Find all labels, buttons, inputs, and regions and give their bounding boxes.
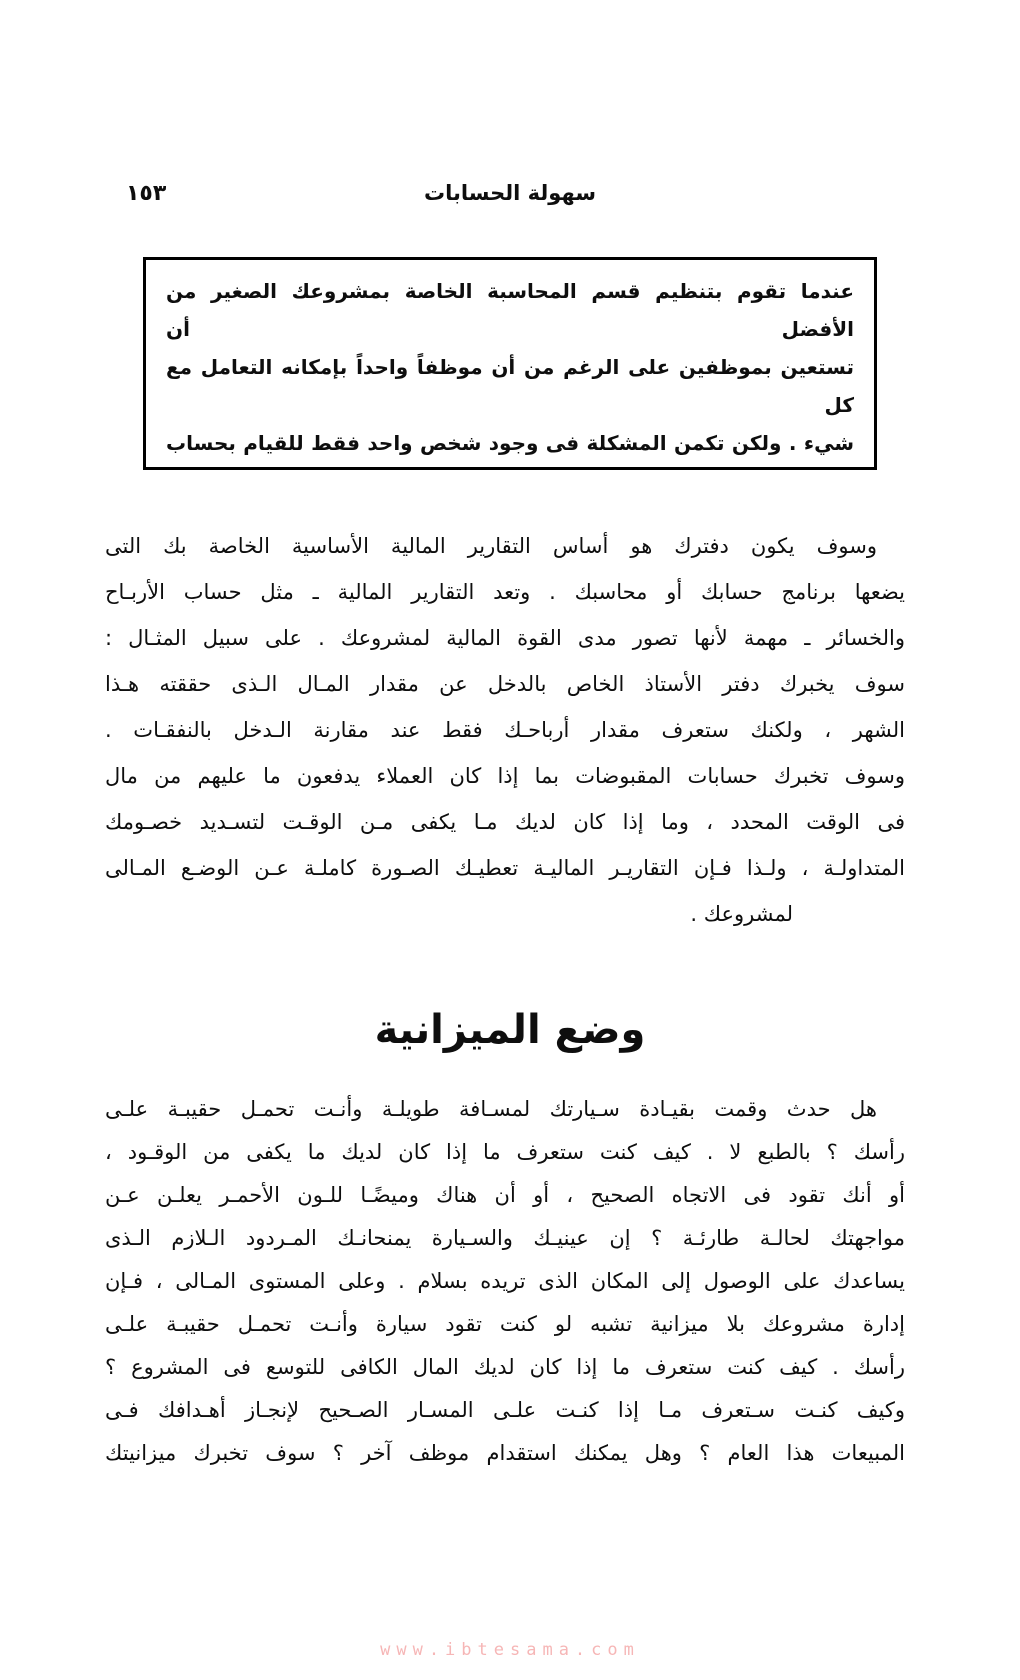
body-line: سوف يخبرك دفتر الأستاذ الخاص بالدخل عن مقدار المـال الـذى حققته هـذا: [105, 672, 905, 696]
body-line: وكيف كنـت سـتعرف مـا إذا كنـت علـى المسـار الصـحيح لإنجـاز أهـدافك فـى: [105, 1398, 905, 1422]
section-heading: وضع الميزانية: [374, 1007, 646, 1053]
watermark: www.ibtesama.com: [380, 1640, 640, 1660]
notice-box-line: عندما تقوم بتنظيم قسم المحاسبة الخاصة بمشروعك الصغير من الأفضل أن: [166, 279, 854, 341]
body-line: والخسائر ـ مهمة لأنها تصور مدى القوة المالية لمشروعك . على سبيل المثـال :: [105, 626, 905, 650]
body-line: المتداولـة ، ولـذا فـإن التقاريـر الماليـة تعطيـك الصـورة كاملـة عـن الوضـع المـالى: [105, 856, 905, 880]
body-line: لمشروعك .: [690, 902, 793, 926]
body-line: وسوف تخبرك حسابات المقبوضات بما إذا كان العملاء يدفعون ما عليهم من مال: [105, 764, 905, 788]
body-line: رأسك . كيف كنت ستعرف ما إذا كان لديك المال الكافى للتوسع فى المشروع ؟: [105, 1355, 905, 1379]
notice-box-line: شيء . ولكن تكمن المشكلة فى وجود شخص واحد فقط للقيام بحساب: [166, 431, 854, 455]
notice-box-line: تستعين بموظفين على الرغم من أن موظفاً واحداً بإمكانه التعامل مع كل: [166, 355, 854, 417]
body-line: يساعدك على الوصول إلى المكان الذى تريده بسلام . وعلى المستوى المـالى ، فـإن: [105, 1269, 905, 1293]
paragraph-budgeting: [105, 1088, 905, 1475]
running-head: [0, 181, 1020, 217]
body-line: إدارة مشروعك بلا ميزانية تشبه لو كنت تقود سيارة وأنـت تحمـل حقيبـة علـى: [105, 1312, 905, 1336]
body-line: يضعها برنامج حسابك أو محاسبك . وتعد التقارير المالية ـ مثل حساب الأربـاح: [105, 580, 905, 604]
page-number: ١٥٣: [126, 181, 167, 206]
body-line: المبيعات هذا العام ؟ وهل يمكنك استقدام موظف آخر ؟ سوف تخبرك ميزانيتك: [105, 1441, 905, 1465]
body-line: هل حدث وقمت بقيـادة سـيارتك لمسـافة طويلـة وأنـت تحمـل حقيبـة علـى: [105, 1097, 877, 1121]
body-line: فى الوقت المحدد ، وما إذا كان لديك مـا يكفى مـن الوقـت لتسـديد خصـومك: [105, 810, 905, 834]
body-line: أو أنك تقود فى الاتجاه الصحيح ، أو أن هناك وميضًـا للـون الأحمـر يعلـن عـن: [105, 1183, 905, 1207]
body-line: مواجهتك لحالـة طارئـة ؟ إن عينيـك والسـيارة يمنحانـك المـردود الـلازم الـذى: [105, 1226, 905, 1250]
notice-box-line: [166, 462, 854, 470]
paragraph-financial-reports: [105, 523, 905, 937]
notice-box: [143, 257, 877, 470]
body-line: رأسك ؟ بالطبع لا . كيف كنت ستعرف ما إذا كان لديك ما يكفى من الوقـود ،: [105, 1140, 905, 1164]
running-head-title: سهولة الحسابات: [424, 181, 596, 205]
body-line: وسوف يكون دفترك هو أساس التقارير المالية الأساسية الخاصة بك التى: [105, 534, 877, 558]
body-line: الشهر ، ولكنك ستعرف مقدار أرباحـك فقط عند مقارنة الـدخل بالنفقـات .: [105, 718, 905, 742]
